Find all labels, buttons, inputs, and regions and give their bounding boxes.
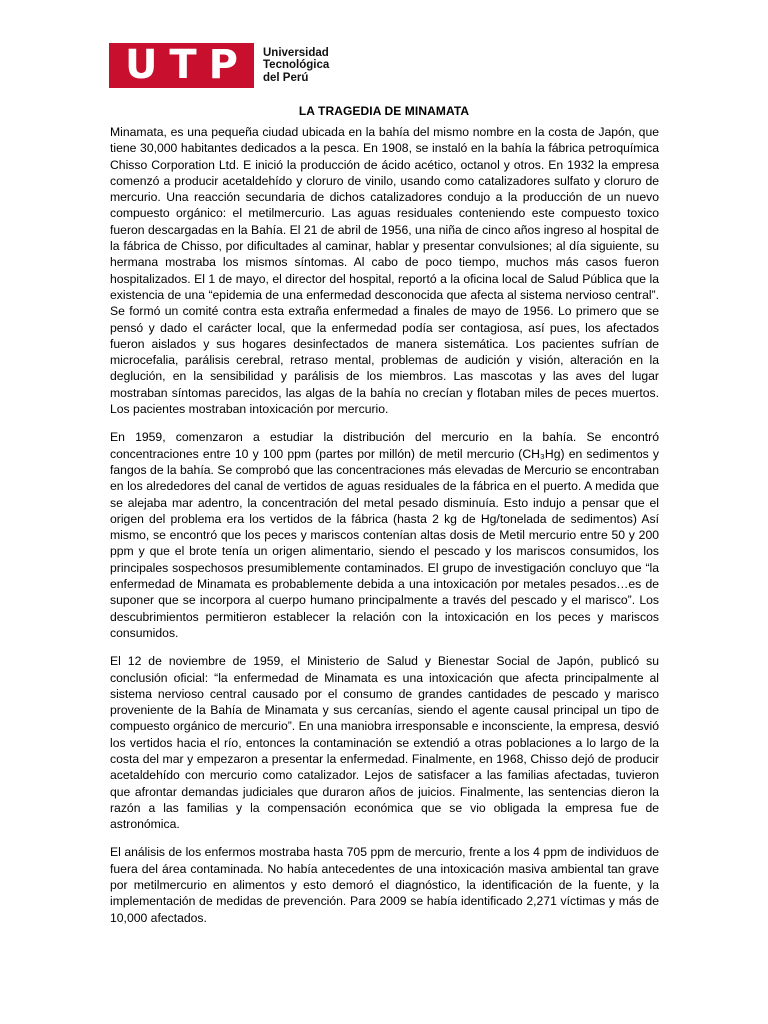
paragraph-3: El 12 de noviembre de 1959, el Ministerio de Salud y Bienestar Social de Japón, publicó su conclusión oficial: “la enfermedad de Minamata es una intoxicación que afecta principalmente al sistema nervioso central causado por el consumo de grandes cantidades de pescado y marisco proveniente de la Bahía de Minamata y sus cercanías, siendo el agente causal principal un tipo de compuesto orgánico de mercurio”. En una maniobra irresponsable e inconsciente, la empresa, desvió los vertidos hacia el río, entonces la contaminación se extendió a otras poblaciones a lo largo de la costa del mar y empezaron a presentar la enfermedad. Finalmente, en 1968, Chisso dejó de producir acetaldehído con mercurio como catalizador. Lejos de satisfacer a las familias afectadas, tuvieron que afrontar demandas judiciales que duraron años de juicios. Finalmente, las sentencias dieron la razón a las familias y la compensación económica que se vio obligada la empresa fue de astronómica. (110, 654, 659, 832)
paragraph-2: En 1959, comenzaron a estudiar la distribución del mercurio en la bahía. Se encontró concentraciones entre 10 y 100 ppm (partes por millón) de metil mercurio (CH₃Hg) en sedimentos y fangos de la bahía. Se comprobó que las concentraciones más elevadas de Mercurio se encontraban en los alrededores del canal de vertidos de aguas residuales de la fábrica en el puerto. A medida que se alejaba mar adentro, la concentración del metal pesado disminuía. Esto indujo a pensar que el origen del problema era los vertidos de la fábrica (hasta 2 kg de Hg/tonelada de sedimentos) Así mismo, se encontró que los peces y mariscos contenían altas dosis de Metil mercurio entre 50 y 200 ppm y que el brote tenía un origen alimentario, siendo el pescado y los mariscos consumidos, los principales sospechosos presumiblemente contaminados. El grupo de investigación concluyo que “la enfermedad de Minamata es probablemente debida a una intoxicación por metales pesados…es de suponer que se incorpora al cuerpo humano principalmente a través del pescado y el marisco”. Los descubrimientos permitieron establecer la relación con la intoxicación en los peces y mariscos consumidos. (110, 430, 659, 640)
document-body (110, 124, 659, 938)
utp-logo-mark (109, 43, 254, 88)
paragraph-1: Minamata, es una pequeña ciudad ubicada en la bahía del mismo nombre en la costa de Japón, que tiene 30,000 habitantes dedicados a la pesca. En 1908, se instaló en la bahía la fábrica petroquímica Chisso Corporation Ltd. E inició la producción de ácido acético, octanol y otros. En 1932 la empresa comenzó a producir acetaldehído y cloruro de vinilo, usando como catalizadores sulfato y cloruro de mercurio. Una reacción secundaria de dichos catalizadores condujo a la producción de un nuevo compuesto orgánico: el metilmercurio. Las aguas residuales conteniendo este compuesto toxico fueron descargadas en la Bahía. El 21 de abril de 1956, una niña de cinco años ingreso al hospital de la fábrica de Chisso, por dificultades al caminar, hablar y presentar convulsiones; al día siguiente, su hermana mostraba los mismos síntomas. Al cabo de poco tiempo, muchos más casos fueron hospitalizados. El 1 de mayo, el director del hospital, reportó a la oficina local de Salud Pública que la existencia de una “epidemia de una enfermedad desconocida que afecta al sistema nervioso central”. Se formó un comité contra esta extraña enfermedad a finales de mayo de 1956. Lo primero que se pensó y dado el carácter local, que la enfermedad podía ser contagiosa, así pues, los afectados fueron aislados y sus hogares desinfectados de manera sistemática. Los pacientes sufrían de microcefalia, parálisis cerebral, retraso mental, problemas de audición y visión, alteración en la deglución, en la sensibilidad y parálisis de los miembros. Las mascotas y las aves del lugar mostraban síntomas parecidos, las algas de la bahía no crecían y flotaban miles de peces muertos. Los pacientes mostraban intoxicación por mercurio. (110, 125, 659, 417)
logo-letter-t: T (169, 42, 197, 88)
document-title: LA TRAGEDIA DE MINAMATA (298, 104, 470, 118)
logo-letter-p: P (208, 42, 238, 88)
university-name (263, 47, 329, 85)
paragraph-4: El análisis de los enfermos mostraba hasta 705 ppm de mercurio, frente a los 4 ppm de individuos de fuera del área contaminada. No había antecedentes de una intoxicación masiva ambiental tan grave por metilmercurio en alimentos y esto demoró el diagnóstico, la identificación de la fuente, y la implementación de medidas de prevención. Para 2009 se había identificado 2,271 víctimas y más de 10,000 afectados. (110, 845, 659, 925)
university-name-line-1: Universidad (263, 46, 329, 59)
logo-letter-u: U (124, 42, 158, 88)
utp-logo (109, 43, 329, 88)
university-name-line-3: del Perú (263, 71, 309, 84)
university-name-line-2: Tecnológica (263, 59, 330, 72)
